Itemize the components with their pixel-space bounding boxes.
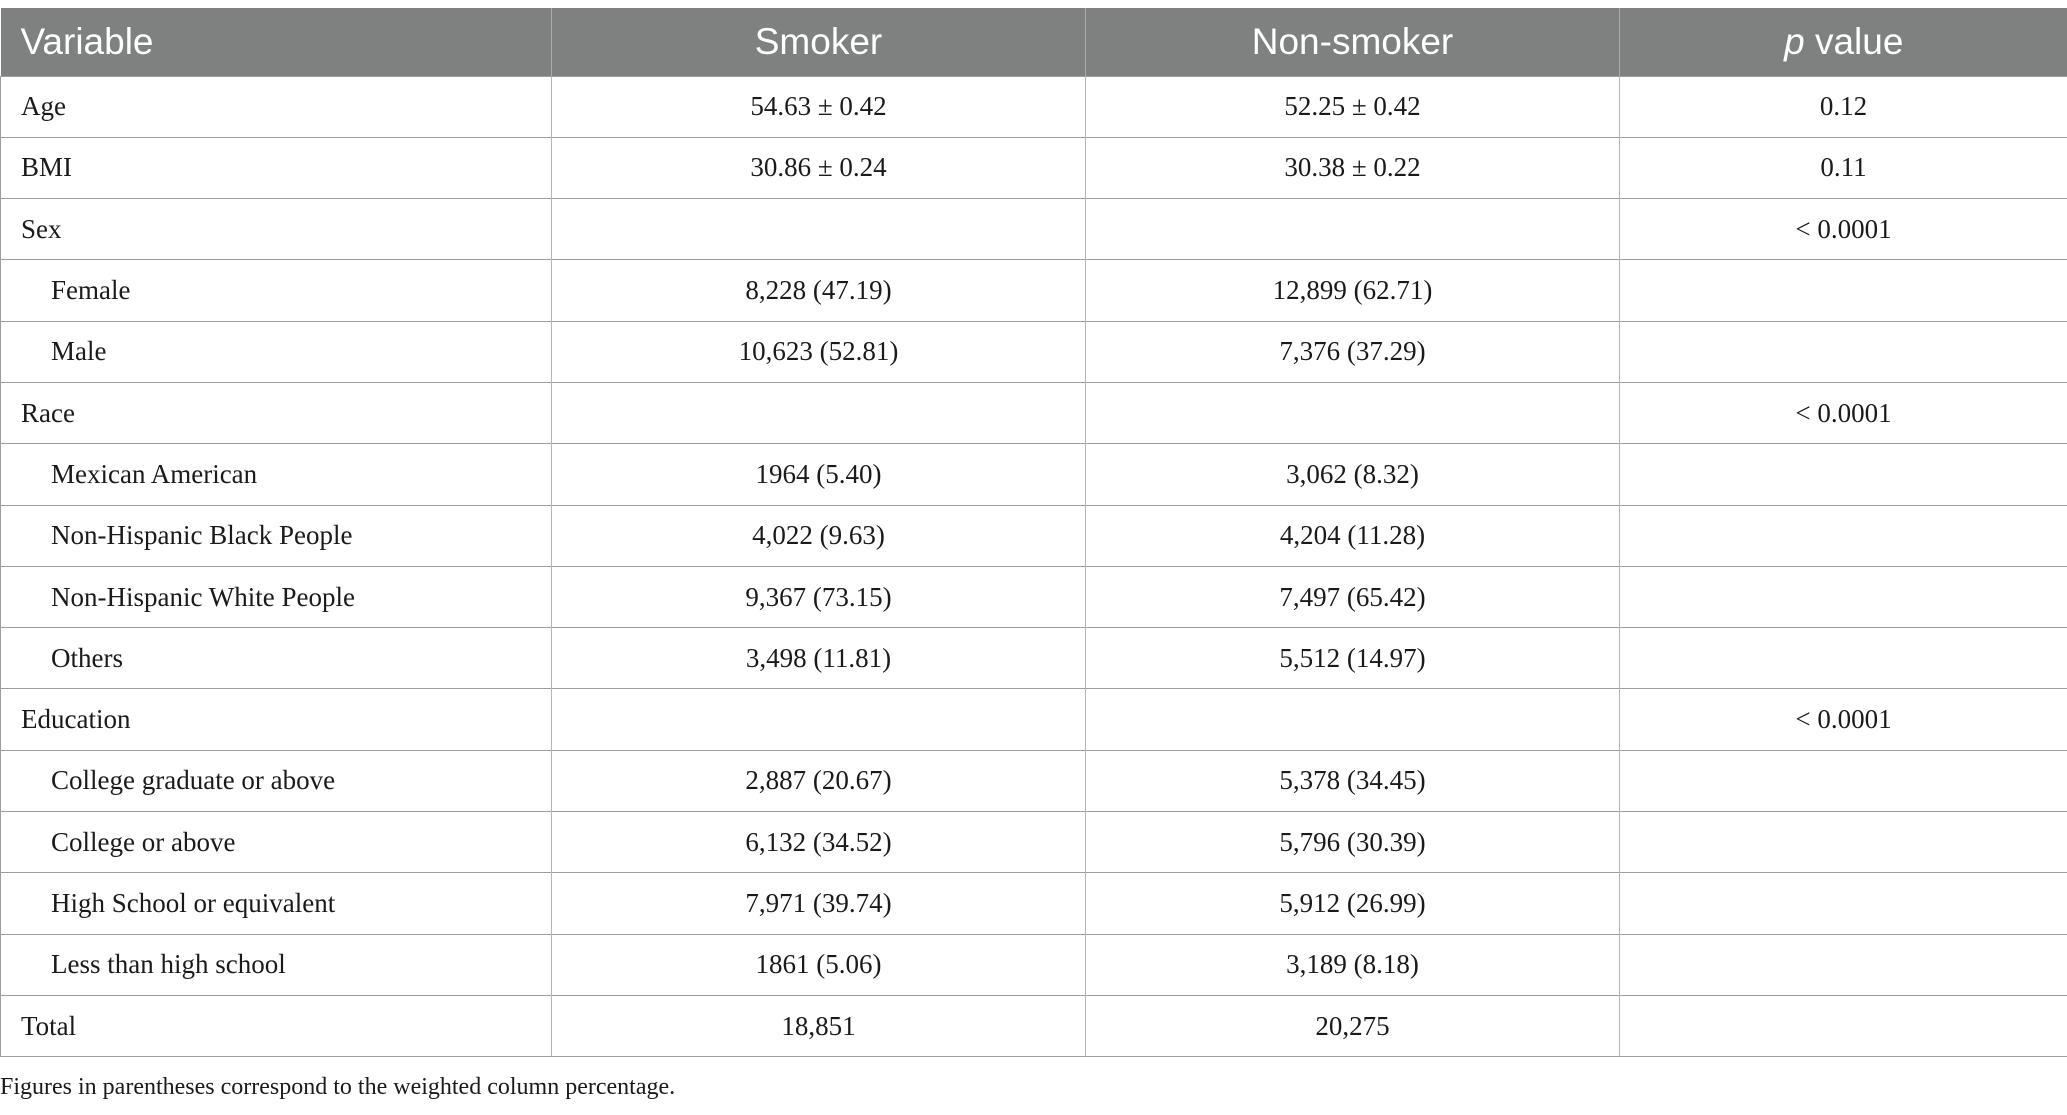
header-p-italic: p [1784, 20, 1805, 62]
table-row [1, 199, 2067, 260]
nonsmoker-cell: 52.25 ± 0.42 [1086, 76, 1620, 137]
header-variable: Variable [1, 8, 552, 76]
smoker-cell: 3,498 (11.81) [552, 628, 1086, 689]
baseline-characteristics-table [0, 8, 2067, 1057]
smoker-cell: 10,623 (52.81) [552, 321, 1086, 382]
row-label: College graduate or above [1, 750, 552, 811]
table-footnote: Figures in parentheses correspond to the weighted column percentage. [0, 1074, 676, 1100]
table-row [1, 321, 2067, 382]
p-value-cell [1620, 873, 2067, 934]
row-label: Sex [1, 199, 552, 260]
table-row [1, 934, 2067, 995]
table-row [1, 750, 2067, 811]
p-value-cell [1620, 260, 2067, 321]
p-value-cell [1620, 628, 2067, 689]
nonsmoker-cell: 5,912 (26.99) [1086, 873, 1620, 934]
table-row [1, 812, 2067, 873]
table-row [1, 873, 2067, 934]
table-row [1, 995, 2067, 1056]
nonsmoker-cell: 7,497 (65.42) [1086, 566, 1620, 627]
table-row [1, 689, 2067, 750]
p-value-cell [1620, 566, 2067, 627]
smoker-cell: 1861 (5.06) [552, 934, 1086, 995]
row-label: Non-Hispanic Black People [1, 505, 552, 566]
nonsmoker-cell: 20,275 [1086, 995, 1620, 1056]
row-label: Education [1, 689, 552, 750]
p-value-cell: < 0.0001 [1620, 689, 2067, 750]
row-label: High School or equivalent [1, 873, 552, 934]
table-row [1, 505, 2067, 566]
nonsmoker-cell [1086, 382, 1620, 443]
row-label: Non-Hispanic White People [1, 566, 552, 627]
smoker-cell: 6,132 (34.52) [552, 812, 1086, 873]
smoker-cell [552, 382, 1086, 443]
smoker-cell: 1964 (5.40) [552, 444, 1086, 505]
nonsmoker-cell: 12,899 (62.71) [1086, 260, 1620, 321]
table-row [1, 137, 2067, 198]
row-label: Others [1, 628, 552, 689]
nonsmoker-cell: 30.38 ± 0.22 [1086, 137, 1620, 198]
p-value-cell [1620, 444, 2067, 505]
nonsmoker-cell: 5,796 (30.39) [1086, 812, 1620, 873]
row-label: Female [1, 260, 552, 321]
table-row [1, 260, 2067, 321]
nonsmoker-cell: 4,204 (11.28) [1086, 505, 1620, 566]
smoker-cell: 18,851 [552, 995, 1086, 1056]
p-value-cell: 0.11 [1620, 137, 2067, 198]
header-nonsmoker: Non-smoker [1086, 8, 1620, 76]
p-value-cell [1620, 505, 2067, 566]
table-row [1, 382, 2067, 443]
row-label: Male [1, 321, 552, 382]
p-value-cell: < 0.0001 [1620, 199, 2067, 260]
p-value-cell: < 0.0001 [1620, 382, 2067, 443]
row-label: Total [1, 995, 552, 1056]
smoker-cell: 8,228 (47.19) [552, 260, 1086, 321]
nonsmoker-cell: 3,062 (8.32) [1086, 444, 1620, 505]
p-value-cell [1620, 995, 2067, 1056]
row-label: Less than high school [1, 934, 552, 995]
table-row [1, 628, 2067, 689]
nonsmoker-cell: 5,378 (34.45) [1086, 750, 1620, 811]
p-value-cell: 0.12 [1620, 76, 2067, 137]
p-value-cell [1620, 750, 2067, 811]
smoker-cell: 4,022 (9.63) [552, 505, 1086, 566]
p-value-cell [1620, 934, 2067, 995]
header-p-rest: value [1804, 20, 1904, 62]
table-row [1, 444, 2067, 505]
table-row [1, 566, 2067, 627]
row-label: BMI [1, 137, 552, 198]
row-label: College or above [1, 812, 552, 873]
smoker-cell: 54.63 ± 0.42 [552, 76, 1086, 137]
smoker-cell [552, 689, 1086, 750]
table-row [1, 76, 2067, 137]
p-value-cell [1620, 812, 2067, 873]
nonsmoker-cell [1086, 689, 1620, 750]
nonsmoker-cell: 3,189 (8.18) [1086, 934, 1620, 995]
table-header-row [1, 8, 2067, 76]
header-smoker: Smoker [552, 8, 1086, 76]
header-p-value [1620, 8, 2067, 76]
smoker-cell: 30.86 ± 0.24 [552, 137, 1086, 198]
smoker-cell: 9,367 (73.15) [552, 566, 1086, 627]
row-label: Race [1, 382, 552, 443]
nonsmoker-cell [1086, 199, 1620, 260]
baseline-characteristics-table-wrap [0, 8, 2067, 1057]
smoker-cell: 7,971 (39.74) [552, 873, 1086, 934]
smoker-cell: 2,887 (20.67) [552, 750, 1086, 811]
nonsmoker-cell: 5,512 (14.97) [1086, 628, 1620, 689]
row-label: Age [1, 76, 552, 137]
nonsmoker-cell: 7,376 (37.29) [1086, 321, 1620, 382]
smoker-cell [552, 199, 1086, 260]
p-value-cell [1620, 321, 2067, 382]
row-label: Mexican American [1, 444, 552, 505]
